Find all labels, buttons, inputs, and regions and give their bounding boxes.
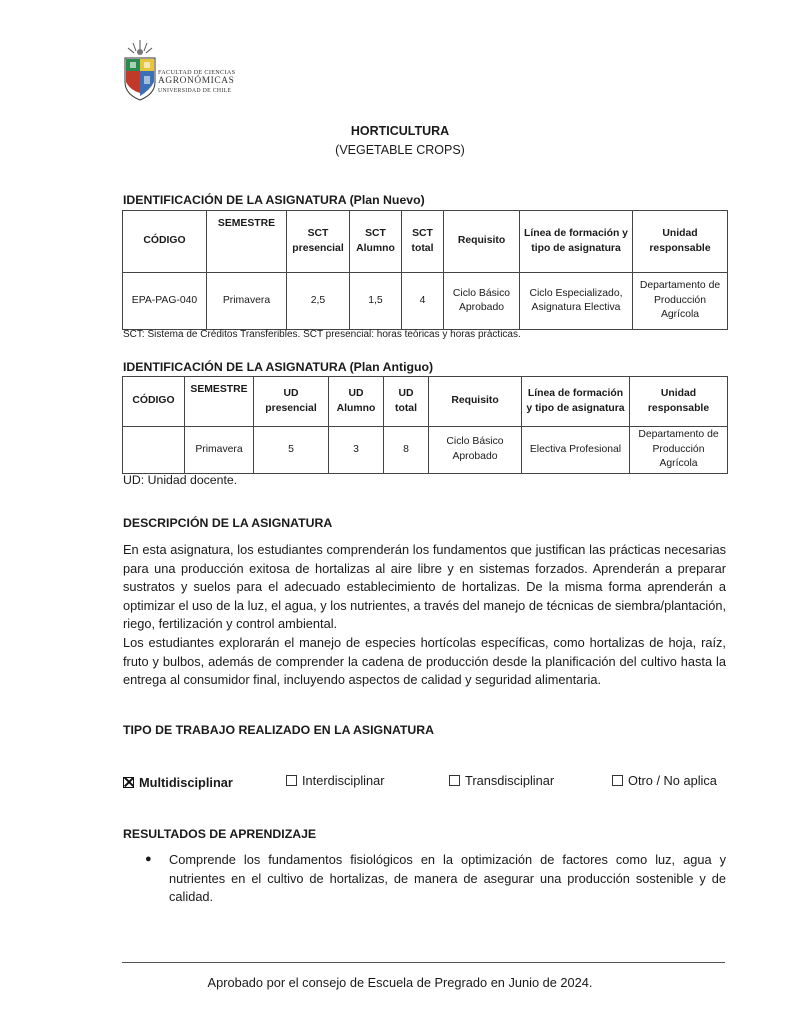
cell-codigo: EPA-PAG-040 (123, 273, 207, 330)
table-row (123, 273, 728, 330)
header-codigo: CÓDIGO (123, 377, 185, 427)
cell-linea-formacion: Electiva Profesional (522, 427, 630, 474)
empty-box-icon (286, 775, 297, 786)
plan-antiguo-header-row (123, 377, 728, 427)
empty-box-icon (612, 775, 623, 786)
header-ud-alumno: UD Alumno (329, 377, 384, 427)
cell-unidad-responsable: Departamento de Producción Agrícola (633, 273, 728, 330)
header-sct-alumno: SCT Alumno (350, 211, 402, 273)
plan-nuevo-table (122, 210, 728, 330)
header-unidad-responsable: Unidad responsable (630, 377, 728, 427)
plan-nuevo-header-row (123, 211, 728, 273)
header-semestre: SEMESTRE (185, 377, 254, 427)
header-requisito: Requisito (444, 211, 520, 273)
sct-note: SCT: Sistema de Créditos Transferibles. SCT presencial: horas teóricas y horas prácticas. (123, 329, 521, 340)
cell-codigo (123, 427, 185, 474)
bullet-icon: ● (145, 853, 152, 865)
header-unidad-responsable: Unidad responsable (633, 211, 728, 273)
checked-box-icon (123, 777, 134, 788)
cell-sct-total: 4 (402, 273, 444, 330)
checkbox-label: Transdisciplinar (465, 773, 555, 788)
resultados-heading: RESULTADOS DE APRENDIZAJE (123, 827, 317, 841)
header-ud-presencial: UD presencial (254, 377, 329, 427)
logo-line-2: AGRONÓMICAS (158, 76, 235, 87)
document-title: HORTICULTURA (350, 124, 450, 138)
cell-ud-presencial: 5 (254, 427, 329, 474)
header-requisito: Requisito (429, 377, 522, 427)
header-semestre: SEMESTRE (207, 211, 287, 273)
ud-note: UD: Unidad docente. (123, 473, 238, 487)
cell-linea-formacion: Ciclo Especializado, Asignatura Electiva (520, 273, 633, 330)
cell-ud-total: 8 (384, 427, 429, 474)
plan-antiguo-heading: IDENTIFICACIÓN DE LA ASIGNATURA (Plan Antiguo) (123, 360, 434, 374)
cell-requisito: Ciclo Básico Aprobado (444, 273, 520, 330)
cell-unidad-responsable: Departamento de Producción Agrícola (630, 427, 728, 474)
empty-box-icon (449, 775, 460, 786)
header-sct-total: SCT total (402, 211, 444, 273)
checkbox-label: Interdisciplinar (302, 773, 385, 788)
descripcion-heading: DESCRIPCIÓN DE LA ASIGNATURA (123, 516, 333, 530)
checkbox-label: Otro / No aplica (628, 773, 717, 788)
header-linea-formacion: Línea de formación y tipo de asignatura (522, 377, 630, 427)
footer-approval-note: Aprobado por el consejo de Escuela de Pregrado en Junio de 2024. (207, 975, 593, 990)
descripcion-paragraph-1: En esta asignatura, los estudiantes comprenderán los fundamentos que justifican las prácticas necesarias para una producción exitosa de hortalizas al aire libre y en sistemas forzados. Aprenderán a preparar sustratos y suelos para el adecuado establecimiento de hortalizas. De la misma forma aprenderán a optimizar el uso de la luz, el agua, y los nutrientes, a través del manejo de técnicas de siembra/plantación, riego, fertilización y control ambiental. (123, 542, 726, 632)
table-row (123, 427, 728, 474)
logo-wordmark (158, 70, 235, 94)
header-ud-total: UD total (384, 377, 429, 427)
descripcion-paragraph-2: Los estudiantes explorarán el manejo de especies hortícolas específicas, como hortalizas de hoja, raíz, fruto y bulbos, además de comprender la cadena de producción desde la planificación del cultivo hasta la entrega al consumidor final, incluyendo aspectos de calidad y seguridad alimentaria. (123, 635, 726, 688)
header-sct-presencial: SCT presencial (287, 211, 350, 273)
cell-sct-alumno: 1,5 (350, 273, 402, 330)
logo-line-3: UNIVERSIDAD DE CHILE (158, 87, 232, 94)
faculty-logo (122, 38, 242, 104)
tipo-trabajo-heading: TIPO DE TRABAJO REALIZADO EN LA ASIGNATURA (123, 723, 435, 737)
list-item: Comprende los fundamentos fisiológicos en la optimización de factores como luz, agua y nutrientes en el cultivo de hortalizas, de manera de asegurar una producción sostenible y de calidad. (169, 852, 726, 905)
document-subtitle: (VEGETABLE CROPS) (335, 143, 465, 157)
checkbox-interdisciplinar[interactable] (286, 773, 385, 788)
cell-ud-alumno: 3 (329, 427, 384, 474)
logo-line-1: FACULTAD DE CIENCIAS (158, 69, 236, 76)
checkbox-multidisciplinar[interactable] (123, 775, 233, 790)
checkbox-label: Multidisciplinar (139, 775, 233, 790)
checkbox-otro-no-aplica[interactable] (612, 773, 717, 788)
cell-requisito: Ciclo Básico Aprobado (429, 427, 522, 474)
cell-semestre: Primavera (207, 273, 287, 330)
plan-nuevo-heading: IDENTIFICACIÓN DE LA ASIGNATURA (Plan Nuevo) (123, 193, 425, 207)
cell-semestre: Primavera (185, 427, 254, 474)
header-linea-formacion: Línea de formación y tipo de asignatura (520, 211, 633, 273)
footer-divider (122, 962, 725, 963)
header-codigo: CÓDIGO (123, 211, 207, 273)
university-crest-icon (122, 38, 158, 104)
checkbox-transdisciplinar[interactable] (449, 773, 554, 788)
cell-sct-presencial: 2,5 (287, 273, 350, 330)
plan-antiguo-table (122, 376, 728, 474)
